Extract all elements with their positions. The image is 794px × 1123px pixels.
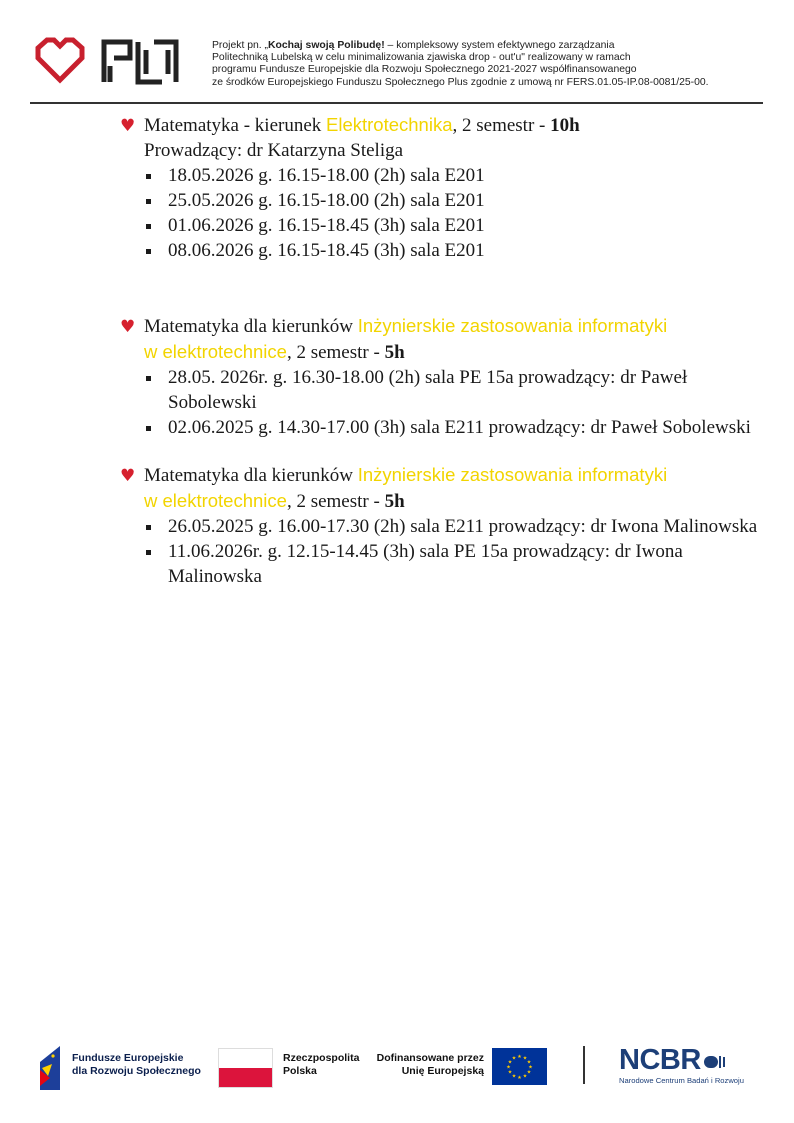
- bullet-icon: [146, 550, 151, 555]
- project-line-1: Projekt pn. „Kochaj swoją Polibudę! – kompleksowy system efektywnego zarządzania: [212, 40, 615, 51]
- bullet-icon: [146, 426, 151, 431]
- course-section: [118, 313, 768, 440]
- ncbr-subtitle: Narodowe Centrum Badań i Rozwoju: [619, 1076, 744, 1085]
- bullet-icon: [146, 249, 151, 254]
- page-header: [0, 0, 794, 104]
- course-title-continued: w elektrotechnice, 2 semestr - 5h: [144, 490, 405, 512]
- project-line-4: ze środków Europejskiego Funduszu Społecznego Plus zgodnie z umową nr FERS.01.05-IP.08-0081/25-00.: [212, 76, 709, 88]
- session-item: 01.06.2026 g. 16.15-18.45 (3h) sala E201: [144, 213, 768, 238]
- project-description: [212, 40, 772, 89]
- field-name-continued: w elektrotechnice: [144, 341, 287, 362]
- funding-footer: [0, 1030, 794, 1100]
- project-line-2: Politechniką Lubelską w celu minimalizowania zjawiska drop - out'u" realizowany w ramach: [212, 52, 631, 64]
- eu-label: Dofinansowane przez Unię Europejską: [376, 1052, 484, 1077]
- polibuda-logo: [34, 36, 194, 93]
- course-hours: 5h: [384, 342, 405, 363]
- session-list: [144, 514, 768, 589]
- lecturer: Prowadzący: dr Katarzyna Steliga: [144, 140, 404, 161]
- poland-flag: [218, 1048, 273, 1088]
- svg-text:★: ★: [517, 1075, 522, 1081]
- svg-text:★: ★: [506, 1064, 511, 1071]
- ncbr-logo: NCBR Narodowe Centrum Badań i Rozwoju: [619, 1044, 744, 1085]
- fundusze-europejskie-logo: [38, 1042, 64, 1099]
- heart-icon: ♥: [120, 317, 136, 337]
- bullet-icon: [146, 174, 151, 179]
- heart-icon: ♥: [120, 116, 136, 136]
- session-item: 28.05. 2026r. g. 16.30-18.00 (2h) sala PE 15a prowadzący: dr Paweł Sobolewski: [144, 365, 768, 415]
- footer-divider: [583, 1046, 585, 1084]
- session-item: 25.05.2026 g. 16.15-18.00 (2h) sala E201: [144, 188, 768, 213]
- svg-text:★: ★: [522, 1055, 528, 1062]
- eu-flag: [492, 1048, 547, 1085]
- bullet-icon: [146, 199, 151, 204]
- course-title: Matematyka - kierunek Elektrotechnika, 2 semestr - 10h: [144, 114, 580, 136]
- svg-text:★: ★: [511, 1055, 517, 1062]
- svg-text:★: ★: [507, 1069, 513, 1076]
- course-title-continued: w elektrotechnice, 2 semestr - 5h: [144, 341, 405, 363]
- course-section: [118, 112, 768, 263]
- svg-text:★: ★: [526, 1069, 532, 1076]
- course-title: Matematyka dla kierunków Inżynierskie zastosowania informatyki: [144, 464, 668, 486]
- session-item: 02.06.2025 g. 14.30-17.00 (3h) sala E211 prowadzący: dr Paweł Sobolewski: [144, 415, 768, 440]
- schedule-content: [118, 112, 768, 589]
- session-item: 18.05.2026 g. 16.15-18.00 (2h) sala E201: [144, 163, 768, 188]
- pl-label: Rzeczpospolita Polska: [283, 1052, 360, 1077]
- session-item: 08.06.2026 g. 16.15-18.45 (3h) sala E201: [144, 238, 768, 263]
- svg-text:★: ★: [511, 1073, 517, 1080]
- header-divider: [30, 102, 763, 104]
- svg-text:★: ★: [522, 1073, 528, 1080]
- course-section: [118, 462, 768, 589]
- svg-text:★: ★: [526, 1059, 532, 1066]
- session-item: 11.06.2026r. g. 12.15-14.45 (3h) sala PE 15a prowadzący: dr Iwona Malinowska: [144, 539, 768, 589]
- course-hours: 5h: [384, 491, 405, 512]
- session-item: 26.05.2025 g. 16.00-17.30 (2h) sala E211 prowadzący: dr Iwona Malinowska: [144, 514, 768, 539]
- svg-text:★: ★: [507, 1059, 513, 1066]
- heart-icon: ♥: [120, 466, 136, 486]
- field-name: Inżynierskie zastosowania informatyki: [357, 464, 668, 485]
- field-name: Elektrotechnika: [326, 114, 453, 135]
- bullet-icon: [146, 224, 151, 229]
- svg-text:★: ★: [517, 1054, 522, 1060]
- field-name: Inżynierskie zastosowania informatyki: [357, 315, 668, 336]
- field-name-continued: w elektrotechnice: [144, 490, 287, 511]
- bullet-icon: [146, 376, 151, 381]
- session-list: [144, 365, 768, 440]
- bullet-icon: [146, 525, 151, 530]
- course-title: Matematyka dla kierunków Inżynierskie zastosowania informatyki: [144, 315, 668, 337]
- session-list: [144, 163, 768, 263]
- fe-label: Fundusze Europejskie dla Rozwoju Społecznego: [72, 1052, 201, 1077]
- project-line-3: programu Fundusze Europejskie dla Rozwoju Społecznego 2021-2027 współfinansowanego: [212, 64, 637, 76]
- course-hours: 10h: [550, 115, 580, 136]
- svg-text:★: ★: [528, 1064, 533, 1071]
